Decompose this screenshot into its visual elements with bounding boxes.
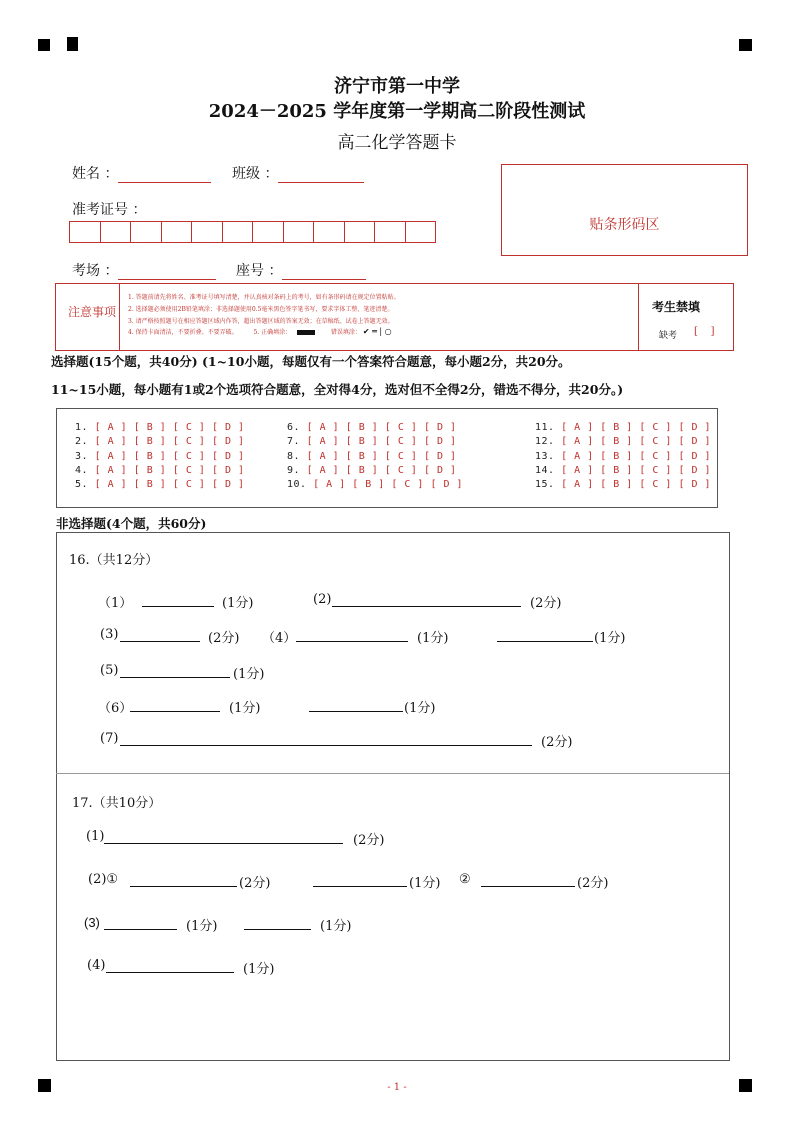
q17-r2e: (2分) (577, 876, 609, 891)
q17-r2d: ② (459, 872, 471, 887)
sheet-title: 高二化学答题卡 (337, 133, 457, 153)
option-row-15[interactable]: [ A ] [ B ] [ C ] [ D ] (561, 479, 712, 490)
q16-r1b: (1分) (222, 596, 254, 611)
q16-title: 16.（共12分） (69, 553, 159, 568)
q17-r3b: (1分) (186, 919, 218, 934)
class-field[interactable] (232, 163, 364, 183)
option-row-11[interactable]: [ A ] [ B ] [ C ] [ D ] (561, 422, 712, 433)
objective-heading-2: 11~15小题，每小题有1或2个选项符合题意，全对得4分，选对但不全得2分，错选不得分，共20分。) (51, 382, 624, 397)
objective-answer-box: 1. [ A ] [ B ] [ C ] [ D ] 2. [ A ] [ B ] [ C ] [ D ] 3. [ A ] [ B ] [ C ] [ D ] 4. [ A ] [ B ] [ C ] [ D ] 5. [ A ] [ B ] [ C ] [ D ] 6. [ A ] [ B ] [ C ] [ D ] 7. [ A ] [ B ] [ C ] [ D ] 8. [ A ] [ B ] [ C ] [ D ] 9. [ A ] [ B ] [ C ] [ D ] 10. [ A ] [ B ] [ C ] [ D ] 11. [ A ] [ B ] [ C ] [ D ] 12. [ A ] [ B ] [ C ] [ D ] 13. [ A ] [ B ] [ C ] [ D ] 14. [ A ] [ B ] [ C ] [ D ] 15. [ A ] [ B ] [ C ] [ D ] (56, 408, 718, 508)
q16-blank-8[interactable] (309, 697, 403, 712)
q16-blank-3[interactable] (120, 627, 200, 642)
q16-blank-9[interactable] (120, 731, 532, 746)
q16-r4a: （6） (98, 701, 133, 716)
notice-divider (119, 284, 120, 350)
q17-r2b: (2分) (239, 876, 271, 891)
id-label: 准考证号 ： (72, 202, 147, 218)
seat-field[interactable] (236, 260, 366, 280)
alignment-mark-top-left-1 (38, 39, 50, 51)
option-row-9[interactable]: [ A ] [ B ] [ C ] [ D ] (306, 465, 457, 476)
q16-r1a: （1） (98, 596, 133, 611)
q17-blank-2[interactable] (130, 872, 237, 887)
ban-absent-box[interactable]: [ ] (694, 326, 715, 337)
q16-r3a: (5) (100, 663, 119, 678)
notice-line-4c: 错误填涂： (330, 329, 361, 336)
question-divider (56, 773, 729, 774)
school-name: 济宁市第一中学 (334, 76, 460, 97)
q16-r5b: (2分) (541, 735, 573, 750)
q17-r3c: (1分) (320, 919, 352, 934)
notice-line-1: 1. 答题前请先将姓名、准考证号填写清楚，并认真核对条码上的考号，如有条形码请在规定位置粘贴。 (128, 294, 400, 301)
alignment-mark-top-left-2 (67, 37, 78, 51)
class-label: 班级 ： (232, 166, 279, 182)
q16-r2c: （4） (262, 631, 297, 646)
q17-title: 17.（共10分） (72, 796, 162, 811)
room-field[interactable] (72, 260, 216, 280)
notice-title: 注意事项 (68, 305, 117, 319)
option-row-8[interactable]: [ A ] [ B ] [ C ] [ D ] (306, 451, 457, 462)
q16-blank-7[interactable] (130, 697, 220, 712)
seat-label: 座号 ： (236, 263, 283, 279)
page-number: - 1 - (387, 1082, 407, 1093)
q17-blank-7[interactable] (106, 958, 234, 973)
ban-absent-label: 缺考 (659, 331, 678, 341)
option-row-3[interactable]: [ A ] [ B ] [ C ] [ D ] (94, 451, 245, 462)
q17-r1a: (1) (86, 829, 105, 844)
option-row-1[interactable]: [ A ] [ B ] [ C ] [ D ] (94, 422, 245, 433)
q16-r1c: (2) (313, 592, 332, 607)
q17-blank-5[interactable] (104, 915, 177, 930)
q17-blank-4[interactable] (481, 872, 575, 887)
name-field[interactable] (72, 163, 211, 183)
q16-r4b: (1分) (229, 701, 261, 716)
option-row-7[interactable]: [ A ] [ B ] [ C ] [ D ] (306, 436, 457, 447)
notice-line-4 (128, 327, 392, 336)
option-row-14[interactable]: [ A ] [ B ] [ C ] [ D ] (561, 465, 712, 476)
option-row-10[interactable]: [ A ] [ B ] [ C ] [ D ] (313, 479, 464, 490)
notice-line-2: 2. 选择题必须使用2B铅笔填涂；非选择题使用0.5毫米黑色签字笔书写，要求字体工整、笔迹清楚。 (128, 306, 394, 313)
q16-blank-6[interactable] (120, 663, 230, 678)
notice-line-4b: 5. 正确填涂： (253, 329, 292, 336)
q16-r2a: (3) (100, 627, 119, 642)
notice-line-3: 3. 请严格按照题号在相应答题区域内作答，超出答题区域的答案无效；在草稿纸、试卷上答题无效。 (128, 318, 394, 325)
option-row-4[interactable]: [ A ] [ B ] [ C ] [ D ] (94, 465, 245, 476)
option-row-6[interactable]: [ A ] [ B ] [ C ] [ D ] (306, 422, 457, 433)
room-label: 考场 ： (72, 263, 119, 279)
q17-blank-1[interactable] (104, 829, 343, 844)
q17-blank-3[interactable] (313, 872, 407, 887)
q16-blank-5[interactable] (497, 627, 593, 642)
q17-r2c: (1分) (409, 876, 441, 891)
alignment-mark-top-right (739, 39, 752, 51)
q16-blank-2[interactable] (332, 592, 521, 607)
q16-r4c: (1分) (404, 701, 436, 716)
ban-title: 考生禁填 (652, 300, 701, 314)
barcode-label: 贴条形码区 (589, 217, 660, 233)
option-row-2[interactable]: [ A ] [ B ] [ C ] [ D ] (94, 436, 245, 447)
q17-r4b: (1分) (243, 962, 275, 977)
q16-blank-1[interactable] (142, 592, 214, 607)
option-row-12[interactable]: [ A ] [ B ] [ C ] [ D ] (561, 436, 712, 447)
ban-divider (638, 284, 639, 350)
objective-heading-1: 选择题(15个题，共40分) (1~10小题，每题仅有一个答案符合题意，每小题2分，共20分。 (51, 354, 571, 369)
exam-id-grid[interactable] (69, 221, 436, 243)
q17-r3a: (3) (84, 915, 100, 930)
q16-r1d: (2分) (530, 596, 562, 611)
option-row-13[interactable]: [ A ] [ B ] [ C ] [ D ] (561, 451, 712, 462)
wrong-fill-examples: ✔ ═ | ○ (362, 327, 392, 336)
q16-r2d: (1分) (417, 631, 449, 646)
name-label: 姓名 ： (72, 166, 119, 182)
q16-r3b: (1分) (233, 667, 265, 682)
subjective-heading: 非选择题(4个题，共60分) (56, 516, 207, 531)
q16-r2b: (2分) (208, 631, 240, 646)
q17-r1b: (2分) (353, 833, 385, 848)
q17-r4a: (4) (87, 958, 106, 973)
q17-r2a: (2)① (88, 872, 119, 887)
q16-r2e: (1分) (594, 631, 626, 646)
q17-blank-6[interactable] (244, 915, 311, 930)
option-row-5[interactable]: [ A ] [ B ] [ C ] [ D ] (94, 479, 245, 490)
q16-r5a: (7) (100, 731, 119, 746)
notice-line-4a: 4. 保持卡面清洁，不要折叠、不要弄破。 (128, 329, 238, 336)
exam-title: 2024－2025 学年度第一学期高二阶段性测试 (208, 101, 586, 122)
notice-box (55, 283, 734, 351)
q16-blank-4[interactable] (296, 627, 408, 642)
barcode-area (501, 164, 748, 256)
